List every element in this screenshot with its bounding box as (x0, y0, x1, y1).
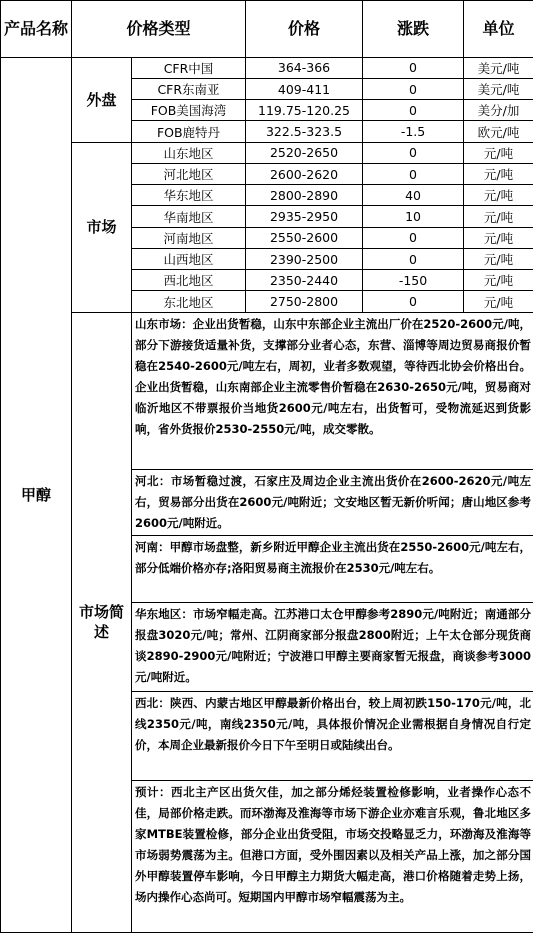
unit-cell: 美元/吨 (464, 57, 533, 78)
table-row (1, 57, 533, 78)
change-cell: -1.5 (363, 121, 464, 142)
summary-row (1, 312, 533, 469)
price-cell: 2600-2620 (246, 163, 363, 184)
price-type-cell: 华东地区 (132, 185, 246, 206)
table-row (1, 142, 533, 163)
summary-shandong: 山东市场：企业出货暂稳，山东中东部企业主流出厂价在2520-2600元/吨，部分下游接货适量补货，支撑部分业者心态，东营、淄博等周边贸易商报价暂稳在2540-2600元/吨左右，周初，业者多数观望，等待西北协会价格出台。企业出货暂稳，山东南部企业主流零售价暂稳在2630-2650元/吨，贸易商对临沂地区不带票报价当地货2600元/吨左右，出货暂可，受物流延迟到货影响，省外货报价2530-2550元/吨，成交零散。 (132, 312, 533, 469)
price-type-cell: CFR东南亚 (132, 78, 246, 99)
header-product: 产品名称 (1, 1, 72, 58)
summary-northwest: 西北：陕西、内蒙古地区甲醇最新价格出台，较上周初跌150-170元/吨，北线2350元/吨，南线2350元/吨，具体报价情况企业需根据自身情况自行定价，本周企业最新报价今日下午至明日或陆续出台。 (132, 692, 533, 781)
price-type-cell: 华南地区 (132, 206, 246, 227)
summary-forecast: 预计：西北主产区出货欠佳，加之部分烯烃装置检修影响，业者操作心态不佳，局部价格走跌。而环渤海及淮海等市场下游企业亦难言乐观，鲁北地区多家MTBE装置检修，部分企业出货受阻，市场交投略显乏力，环渤海及淮海等市场弱势震荡为主。但港口方面，受外围因素以及相关产品上涨，加之部分国外甲醇装置停车影响，今日甲醇主力期货大幅走高，港口价格随着走势上扬，场内操作心态尚可。短期国内甲醇市场窄幅震荡为主。 (132, 781, 533, 933)
product-name: 甲醇 (1, 57, 72, 932)
price-type-cell: 河南地区 (132, 227, 246, 248)
market-label: 市场 (72, 142, 132, 312)
unit-cell: 元/吨 (464, 227, 533, 248)
unit-cell: 欧元/吨 (464, 121, 533, 142)
summary-hebei: 河北：市场暂稳过渡，石家庄及周边企业主流出货价在2600-2620元/吨左右，贸易部分出货在2600元/吨附近；文安地区暂无新价听闻；唐山地区参考2600元/吨附近。 (132, 469, 533, 536)
unit-cell: 元/吨 (464, 142, 533, 163)
header-change: 涨跌 (363, 1, 464, 58)
price-type-cell: 东北地区 (132, 291, 246, 312)
header-row (1, 1, 533, 58)
change-cell: 0 (363, 163, 464, 184)
price-cell: 119.75-120.25 (246, 100, 363, 121)
change-cell: 10 (363, 206, 464, 227)
change-cell: 0 (363, 227, 464, 248)
price-cell: 2935-2950 (246, 206, 363, 227)
price-type-cell: 山西地区 (132, 248, 246, 269)
price-cell: 2550-2600 (246, 227, 363, 248)
change-cell: 0 (363, 248, 464, 269)
header-unit: 单位 (464, 1, 533, 58)
header-price-type: 价格类型 (72, 1, 246, 58)
price-type-cell: CFR中国 (132, 57, 246, 78)
price-type-cell: FOB鹿特丹 (132, 121, 246, 142)
price-type-cell: 西北地区 (132, 270, 246, 291)
unit-cell: 元/吨 (464, 270, 533, 291)
unit-cell: 元/吨 (464, 185, 533, 206)
change-cell: 0 (363, 291, 464, 312)
change-cell: 0 (363, 100, 464, 121)
unit-cell: 元/吨 (464, 291, 533, 312)
summary-label: 市场简述 (72, 312, 132, 932)
price-type-cell: FOB美国海湾 (132, 100, 246, 121)
unit-cell: 元/吨 (464, 163, 533, 184)
price-cell: 2390-2500 (246, 248, 363, 269)
unit-cell: 元/吨 (464, 248, 533, 269)
price-cell: 322.5-323.5 (246, 121, 363, 142)
external-label: 外盘 (72, 57, 132, 142)
change-cell: 0 (363, 142, 464, 163)
change-cell: 0 (363, 78, 464, 99)
unit-cell: 美元/吨 (464, 78, 533, 99)
price-cell: 2350-2440 (246, 270, 363, 291)
price-type-cell: 山东地区 (132, 142, 246, 163)
summary-henan: 河南：甲醇市场盘整，新乡附近甲醇企业主流出货在2550-2600元/吨左右，部分低端价格亦存;洛阳贸易商主流报价在2530元/吨左右。 (132, 536, 533, 603)
summary-east-china: 华东地区：市场窄幅走高。江苏港口太仓甲醇参考2890元/吨附近；南通部分报盘3020元/吨；常州、江阴商家部分报盘2800附近；上午太仓部分现货商谈2890-2900元/吨附近；宁波港口甲醇主要商家暂无报盘，商谈参考3000元/吨附近。 (132, 603, 533, 692)
change-cell: 40 (363, 185, 464, 206)
change-cell: -150 (363, 270, 464, 291)
unit-cell: 元/吨 (464, 206, 533, 227)
price-cell: 2800-2890 (246, 185, 363, 206)
unit-cell: 美分/加 (464, 100, 533, 121)
price-cell: 364-366 (246, 57, 363, 78)
price-type-cell: 河北地区 (132, 163, 246, 184)
change-cell: 0 (363, 57, 464, 78)
price-cell: 409-411 (246, 78, 363, 99)
price-cell: 2750-2800 (246, 291, 363, 312)
header-price: 价格 (246, 1, 363, 58)
price-cell: 2520-2650 (246, 142, 363, 163)
